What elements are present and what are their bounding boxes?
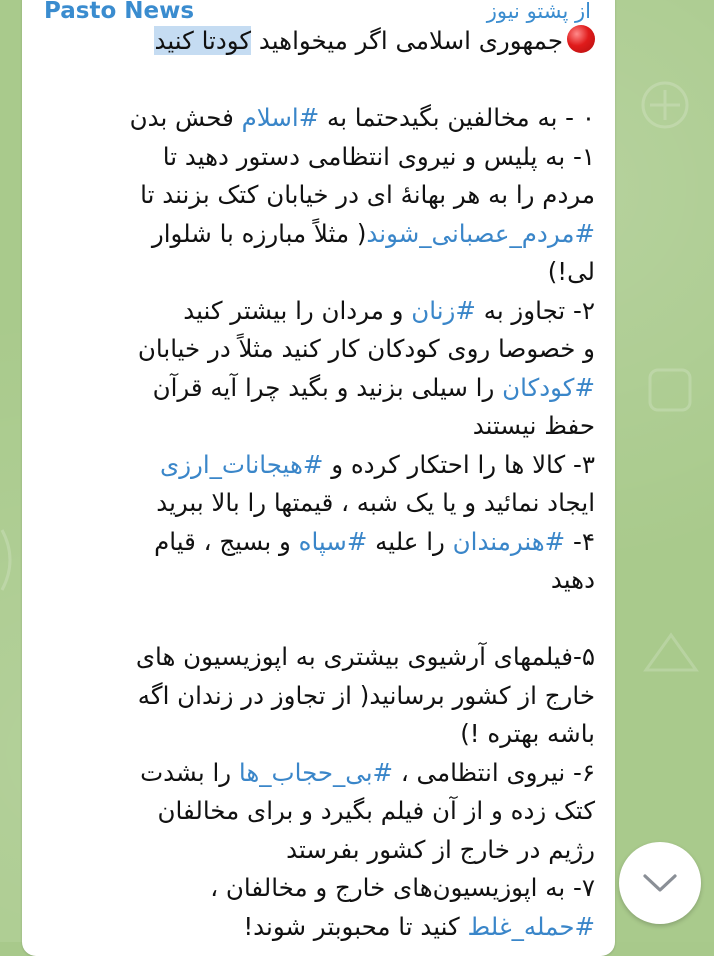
message-text-segment: ۳- کالا ها را احتکار کرده و: [323, 449, 595, 479]
hashtag-link[interactable]: #حمله_غلط: [467, 911, 595, 941]
message-line: [50, 176, 595, 215]
message-text-segment: حفظ نیستند: [472, 411, 595, 440]
message-line: [50, 600, 595, 639]
message-line: [50, 99, 595, 138]
message-text-segment: و مردان را بیشتر کنید: [183, 295, 412, 325]
message-text-segment: کنید تا محبوبتر شوند!: [243, 911, 468, 941]
hashtag-link[interactable]: #مردم_عصبانی_شوند: [366, 218, 595, 248]
message-title: [50, 22, 595, 61]
message-line: [50, 330, 595, 369]
title-text: جمهوری اسلامی اگر میخواهید: [258, 26, 563, 55]
message-line: [50, 446, 595, 485]
message-text-segment: باشه بهتره !): [460, 719, 595, 748]
message-text-segment: ۱- به پلیس و نیروی انتظامی دستور دهید تا: [162, 141, 595, 171]
message-text-segment: کتک زده و از آن فیلم بگیرد و برای مخالفان: [157, 796, 595, 825]
message-text-segment: ( مثلاً مبارزه با شلوار: [151, 218, 367, 248]
message-line: [50, 253, 595, 292]
message-text-segment: مردم را به هر بهانهٔ ای در خیابان کتک بزنند تا: [140, 180, 595, 209]
message-text-segment: ۷- به اپوزیسیون‌های خارج و مخالفان ،: [210, 873, 595, 902]
doodle-decoration-icon: [0, 520, 22, 600]
scroll-down-button[interactable]: [619, 842, 701, 924]
message-text-segment: را بشدت: [140, 757, 239, 787]
message-text-segment: رژیم در خارج از کشور بفرستد: [286, 834, 595, 864]
message-text-segment: ۰ - به مخالفین بگیدحتما به: [319, 103, 595, 132]
hashtag-link[interactable]: #اسلام: [241, 103, 320, 132]
message-line: [50, 561, 595, 600]
message-line: [50, 831, 595, 870]
message-text-segment: لی!): [547, 257, 595, 286]
message-line: [50, 908, 595, 947]
message-text-segment: خارج از کشور برسانید( از تجاوز در زندان اگه: [137, 680, 595, 710]
message-line: [50, 407, 595, 446]
doodle-decoration-icon: [640, 360, 700, 420]
message-line: [50, 677, 595, 716]
message-text-segment: و بسیج ، قیام: [154, 526, 299, 556]
message-text-segment: ۶- نیروی انتظامی ،: [393, 757, 595, 787]
hashtag-link[interactable]: #هنرمندان: [452, 526, 566, 556]
hashtag-link[interactable]: #بی_حجاب_ها: [238, 757, 394, 787]
message-text-segment: را سیلی بزنید و بگید چرا آیه قرآن: [152, 372, 503, 402]
message-line: [50, 638, 595, 677]
blank-line: [50, 61, 595, 100]
message-text-segment: فحش بدن: [129, 103, 242, 132]
message-line: [50, 292, 595, 331]
red-circle-icon: [567, 25, 595, 53]
message-text-segment: ۵-فیلمهای آرشیوی بیشتری به اپوزیسیون های: [135, 642, 595, 671]
message-text-segment: ۲- تجاوز به: [475, 295, 595, 325]
message-bubble: [22, 0, 615, 956]
message-line: [50, 369, 595, 408]
channel-name[interactable]: Pasto News: [44, 0, 195, 24]
doodle-decoration-icon: [636, 620, 706, 690]
selected-text-highlight: کودتا کنید: [154, 26, 252, 55]
message-text-segment: ۴-: [565, 526, 595, 556]
message-text-segment: و خصوصا روی کودکان کار کنید مثلاً در خیابان: [137, 334, 595, 363]
message-text-segment: دهید: [550, 565, 595, 594]
channel-subtitle: از پشتو نیوز: [486, 0, 591, 23]
message-text-segment: ایجاد نمائید و یا یک شبه ، قیمتها را بالا ببرید: [156, 488, 595, 517]
message-body: [50, 99, 595, 946]
message-text-segment: را علیه: [367, 526, 453, 556]
message-text: [50, 22, 595, 946]
message-line: [50, 484, 595, 523]
message-line: [50, 138, 595, 177]
hashtag-link[interactable]: #زنان: [411, 295, 476, 325]
message-line: [50, 715, 595, 754]
chevron-down-icon: [642, 872, 678, 894]
hashtag-link[interactable]: #کودکان: [502, 372, 595, 402]
message-line: [50, 792, 595, 831]
doodle-decoration-icon: [630, 70, 700, 140]
message-line: [50, 754, 595, 793]
message-header: [44, 0, 591, 24]
message-line: [50, 523, 595, 562]
hashtag-link[interactable]: #هیجانات_ارزی: [160, 449, 324, 479]
message-line: [50, 869, 595, 908]
message-line: [50, 215, 595, 254]
hashtag-link[interactable]: #سپاه: [298, 526, 368, 556]
